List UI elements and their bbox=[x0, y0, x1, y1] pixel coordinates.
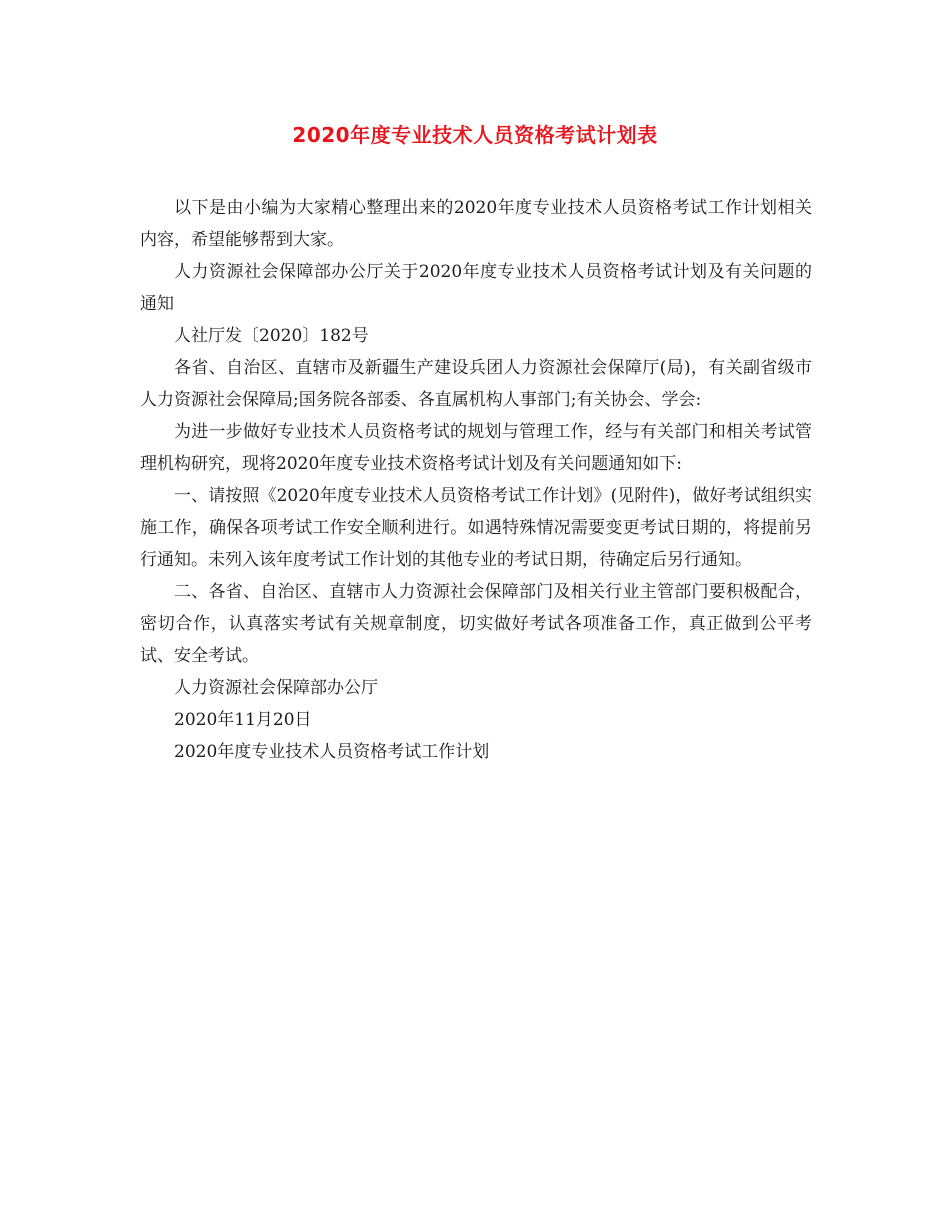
document-body bbox=[140, 192, 812, 768]
addressee-paragraph: 各省、自治区、直辖市及新疆生产建设兵团人力资源社会保障厅(局)，有关副省级市人力资源社会保障局;国务院各部委、各直属机构人事部门;有关协会、学会: bbox=[140, 358, 812, 410]
item-two-paragraph: 二、各省、自治区、直辖市人力资源社会保障部门及相关行业主管部门要积极配合，密切合作，认真落实考试有关规章制度，切实做好考试各项准备工作，真正做到公平考试、安全考试。 bbox=[140, 582, 812, 666]
item-one-paragraph: 一、请按照《2020年度专业技术人员资格考试工作计划》(见附件)，做好考试组织实施工作，确保各项考试工作安全顺利进行。如遇特殊情况需要变更考试日期的，将提前另行通知。未列入该年度考试工作计划的其他专业的考试日期，待确定后另行通知。 bbox=[140, 486, 812, 570]
issuer-line: 人力资源社会保障部办公厅 bbox=[174, 678, 378, 698]
intro-paragraph: 以下是由小编为大家精心整理出来的2020年度专业技术人员资格考试工作计划相关内容，希望能够帮到大家。 bbox=[140, 198, 812, 250]
attachment-title: 2020年度专业技术人员资格考试工作计划 bbox=[174, 742, 490, 762]
document-title: 2020年度专业技术人员资格考试计划表 bbox=[292, 123, 658, 147]
document-number: 人社厅发〔2020〕182号 bbox=[174, 326, 369, 346]
purpose-paragraph: 为进一步做好专业技术人员资格考试的规划与管理工作，经与有关部门和相关考试管理机构研究，现将2020年度专业技术资格考试计划及有关问题通知如下: bbox=[140, 422, 812, 474]
date-line: 2020年11月20日 bbox=[174, 710, 312, 730]
notice-heading: 人力资源社会保障部办公厅关于2020年度专业技术人员资格考试计划及有关问题的通知 bbox=[140, 262, 812, 314]
